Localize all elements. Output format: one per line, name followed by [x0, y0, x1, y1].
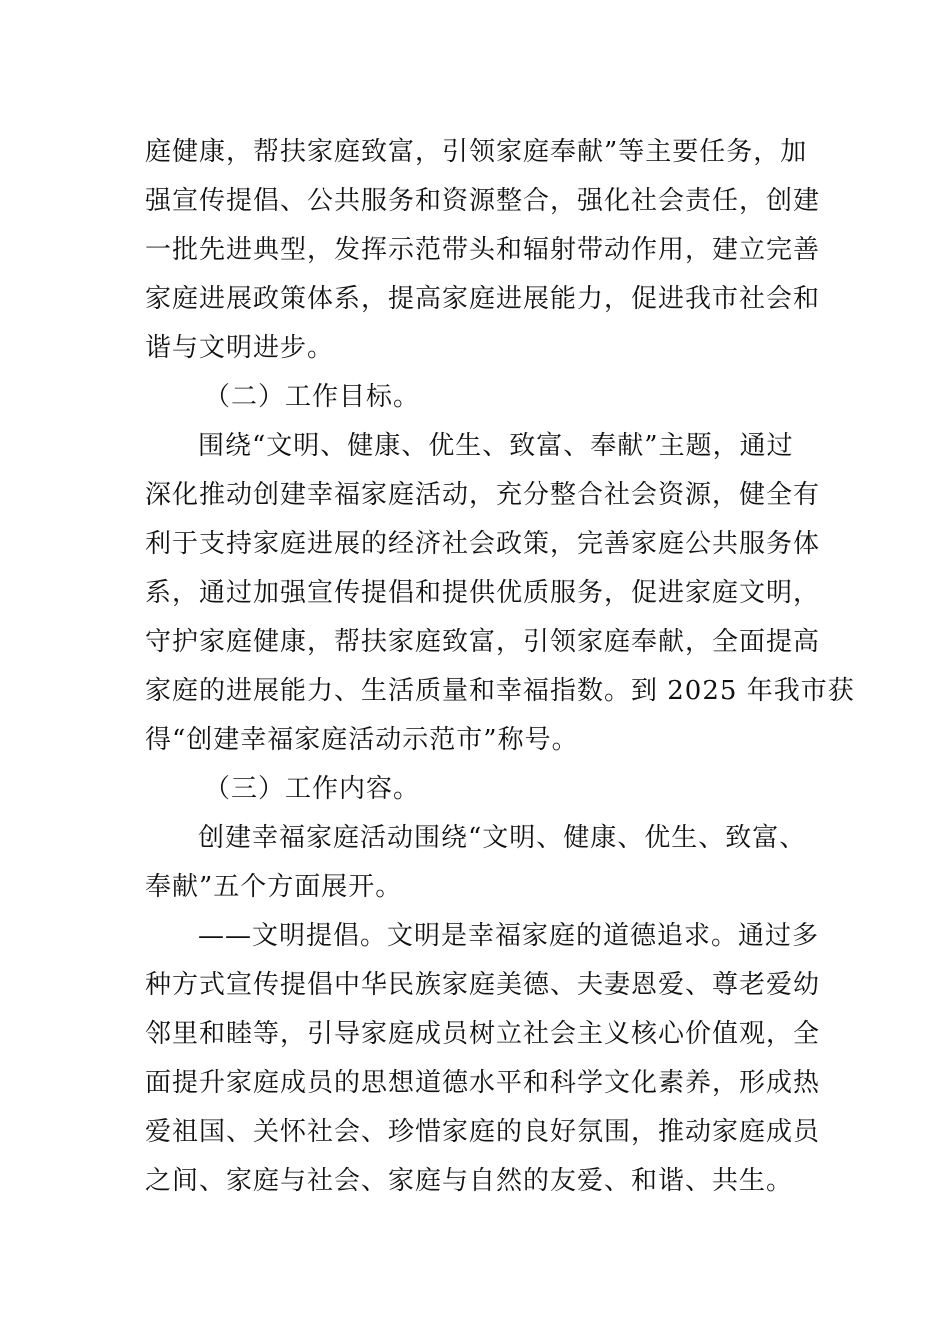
paragraph-start-line: 围绕“文明、健康、优生、致富、奉献”主题，通过: [198, 431, 794, 461]
text-line: 奉献”五个方面展开。: [145, 872, 403, 902]
text-line: 谐与文明进步。: [145, 333, 335, 363]
paragraph-start-line: ——文明提倡。文明是幸福家庭的道德追求。通过多: [198, 921, 820, 951]
text-line: 庭健康，帮扶家庭致富，引领家庭奉献”等主要任务，加: [145, 137, 808, 167]
text-line: 家庭进展政策体系，提高家庭进展能力，促进我市社会和: [145, 284, 821, 314]
text-line: 邻里和睦等，引导家庭成员树立社会主义核心价值观，全: [145, 1019, 821, 1049]
text-line: 强宣传提倡、公共服务和资源整合，强化社会责任，创建: [145, 186, 821, 216]
text-line: 得“创建幸福家庭活动示范市”称号。: [145, 725, 579, 755]
text-line: 家庭的进展能力、生活质量和幸福指数。到 2025 年我市获: [145, 676, 855, 706]
document-body: [145, 128, 855, 1206]
text-line: 面提升家庭成员的思想道德水平和科学文化素养，形成热: [145, 1068, 821, 1098]
text-line: 系，通过加强宣传提倡和提供优质服务，促进家庭文明，: [145, 578, 821, 608]
section-heading: （三）工作内容。: [204, 774, 421, 804]
text-line: 一批先进典型，发挥示范带头和辐射带动作用，建立完善: [145, 235, 821, 265]
text-line: 种方式宣传提倡中华民族家庭美德、夫妻恩爱、尊老爱幼: [145, 970, 821, 1000]
text-line: 深化推动创建幸福家庭活动，充分整合社会资源，健全有: [145, 480, 821, 510]
text-line: 之间、家庭与社会、家庭与自然的友爱、和谐、共生。: [145, 1166, 794, 1196]
paragraph-start-line: 创建幸福家庭活动围绕“文明、健康、优生、致富、: [198, 823, 807, 853]
text-line: 守护家庭健康，帮扶家庭致富，引领家庭奉献，全面提高: [145, 627, 821, 657]
section-heading: （二）工作目标。: [204, 382, 421, 412]
text-line: 爱祖国、关怀社会、珍惜家庭的良好氛围，推动家庭成员: [145, 1117, 821, 1147]
text-line: 利于支持家庭进展的经济社会政策，完善家庭公共服务体: [145, 529, 821, 559]
